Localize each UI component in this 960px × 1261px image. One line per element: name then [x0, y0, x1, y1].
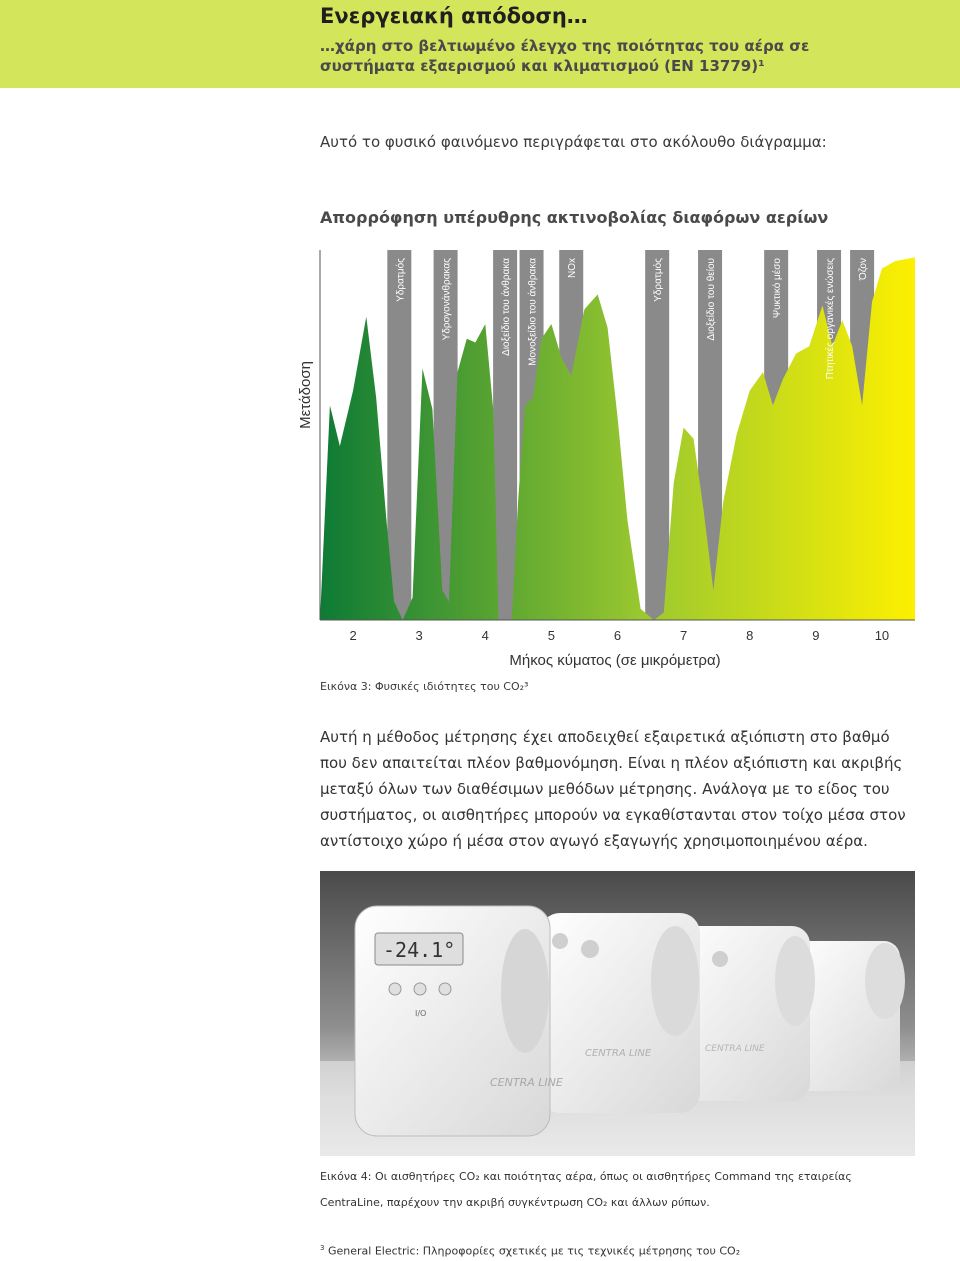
y-axis-label: Μετάδοση [297, 361, 314, 429]
footnote-marker: 3 [320, 1244, 325, 1252]
x-tick-label-10: 10 [874, 628, 890, 643]
footnote-text: General Electric: Πληροφορίες σχετικές με τις τεχνικές μέτρησης του CO₂ [327, 1244, 741, 1258]
band-label-9: Όζον [858, 258, 870, 281]
x-tick-label-6: 6 [613, 628, 622, 643]
intro-text: Αυτό το φυσικό φαινόμενο περιγράφεται στο ακόλουθο διάγραμμα: [320, 133, 827, 151]
sensor-button-right [439, 983, 451, 995]
band-label-6: Διοξείδιο του θείου [706, 258, 718, 341]
footnote [320, 1244, 740, 1258]
x-tick-label-4: 4 [481, 628, 489, 643]
band-label-5: Υδρατμός [653, 258, 665, 302]
band-label-2: Διοξείδιο του άνθρακα [501, 258, 513, 356]
x-tick-label-7: 7 [679, 628, 688, 643]
body-paragraph: Αυτή η μέθοδος μέτρησης έχει αποδειχθεί εξαιρετικά αξιόπιστη στο βαθμό που δεν απαιτείται πλέον βαθμονόμηση. Είναι η πλέον αξιόπιστη και ακριβής μεταξύ όλων των διαθέσιμων μεθόδων μέτρησης. Ανάλογα με το είδος του συστήματος, οι αισθητήρες μπορούν να εγκαθίστανται στον τοίχο μέσα στον αντίστοιχο χώρο ή μέσα στον αγωγό εξαγωγής χρησιμοποιημένου αέρα. [320, 728, 906, 850]
x-axis-label: Μήκος κύματος (σε μικρόμετρα) [509, 652, 721, 669]
page-subtitle: …χάρη στο βελτιωμένο έλεγχο της ποιότητας του αέρα σε συστήματα εξαερισμού και κλιματισμού (ΕΝ 13779)¹ [320, 37, 810, 75]
sensor-button-left [389, 983, 401, 995]
diagram-title: Απορρόφηση υπέρυθρης ακτινοβολίας διαφόρων αερίων [320, 208, 829, 227]
figure-3-caption: Εικόνα 3: Φυσικές ιδιότητες του CO₂³ [320, 680, 529, 693]
band-label-8: Πτητικές οργανικές ενώσεις [825, 258, 837, 380]
band-label-1: Υδρογονάνθρακας [441, 258, 453, 341]
svg-text:CENTRA LINE: CENTRA LINE [585, 1048, 652, 1059]
page-title: Ενεργειακή απόδοση… [320, 4, 588, 28]
svg-text:CENTRA LINE: CENTRA LINE [705, 1044, 765, 1054]
band-label-3: Μονοξείδιο του άνθρακα [527, 258, 539, 366]
sensor-button-middle [414, 983, 426, 995]
x-tick-label-3: 3 [415, 628, 423, 643]
x-tick-label-8: 8 [746, 628, 754, 643]
x-tick-label-5: 5 [547, 628, 556, 643]
figure-4-caption: Εικόνα 4: Οι αισθητήρες CO₂ και ποιότητας αέρα, όπως οι αισθητήρες Command της εταιρείας CentraLine, παρέχουν την ακριβή συγκέντρωση CO₂ και άλλων ρύπων. [320, 1170, 852, 1209]
band-label-0: Υδρατμός [395, 258, 407, 302]
absorption-band-5 [645, 250, 669, 620]
absorption-band-0 [387, 250, 411, 620]
display-reading: -24.1° [383, 938, 456, 962]
co2-sensors-photo [320, 871, 915, 1156]
band-label-4: NOx [567, 258, 579, 278]
sensor-device-1 [355, 906, 568, 1136]
x-tick-label-2: 2 [349, 628, 357, 643]
svg-text:I/O: I/O [415, 1009, 427, 1018]
absorption-chart [290, 245, 930, 675]
svg-text:CENTRA LINE: CENTRA LINE [490, 1076, 563, 1089]
band-label-7: Ψυκτικό μέσο [772, 258, 784, 319]
x-tick-label-9: 9 [812, 628, 820, 643]
